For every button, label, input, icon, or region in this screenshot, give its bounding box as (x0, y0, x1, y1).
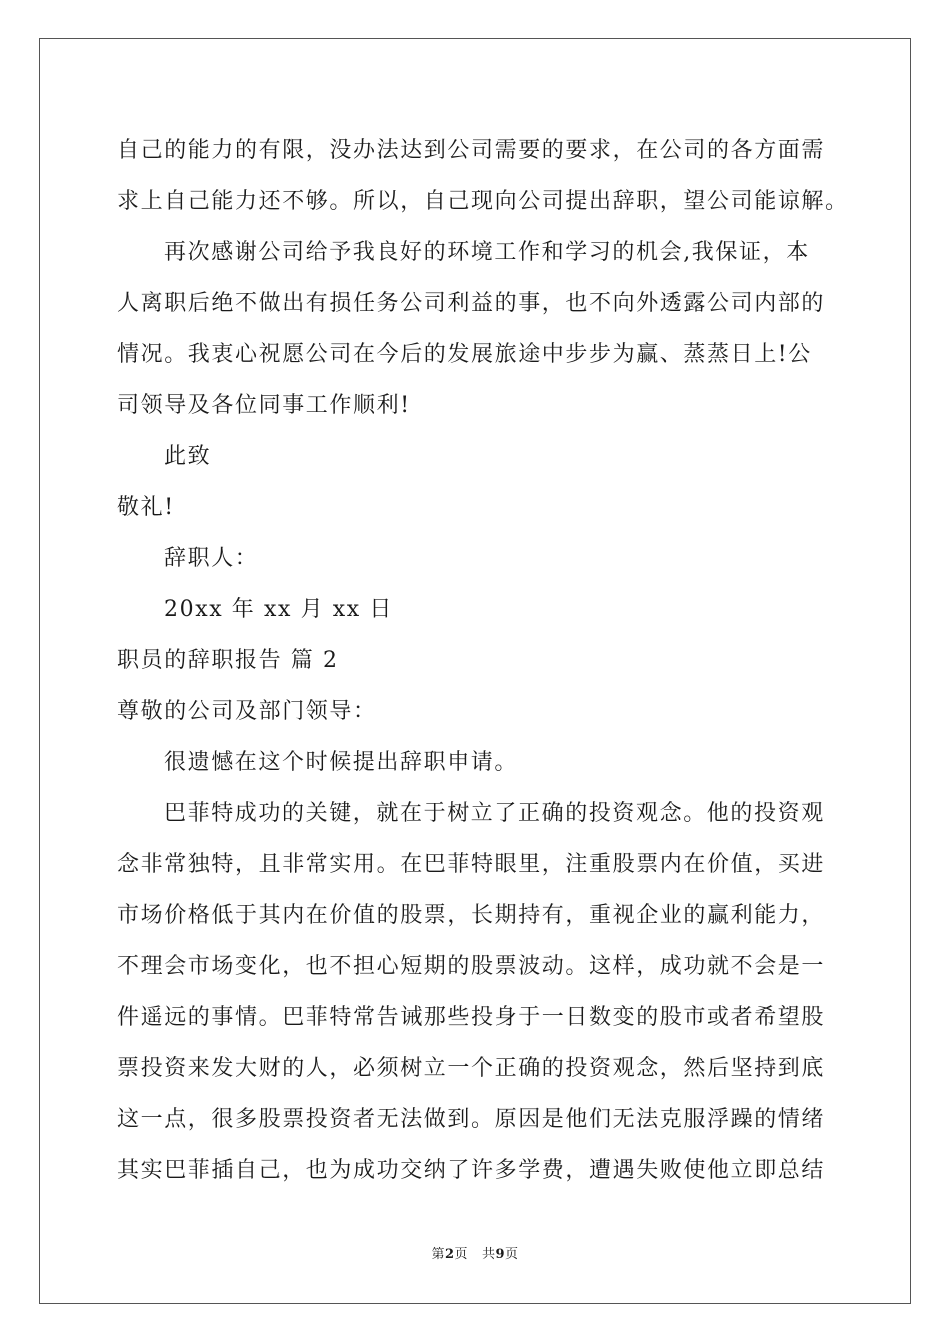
text-line-20: 这一点，很多股票投资者无法做到。原因是他们无法克服浮躁的情绪 (117, 1107, 826, 1132)
text-line-13: 很遗憾在这个时候提出辞职申请。 (164, 750, 519, 775)
page-suffix: 页 (454, 1247, 469, 1262)
page-prefix: 第 (431, 1247, 445, 1262)
text-line-2: 求上自己能力还不够。所以，自己现向公司提出辞职，望公司能谅解。 (117, 189, 849, 214)
salutation-regards: 敬礼! (117, 495, 175, 520)
signature-date: 20xx 年 xx 月 xx 日 (164, 597, 394, 622)
greeting: 尊敬的公司及部门领导： (117, 699, 377, 724)
text-line-1: 自己的能力的有限，没办法达到公司需要的要求，在公司的各方面需 (117, 138, 826, 163)
document-body (117, 125, 849, 1196)
page-footer (0, 1245, 950, 1265)
text-line-6: 司领导及各位同事工作顺利! (117, 393, 411, 418)
text-line-18: 件遥远的事情。巴菲特常告诫那些投身于一日数变的股市或者希望股 (117, 1005, 826, 1030)
section-heading: 职员的辞职报告 篇 2 (117, 648, 339, 673)
text-line-14: 巴菲特成功的关键，就在于树立了正确的投资观念。他的投资观 (164, 801, 825, 826)
total-prefix: 共 (481, 1247, 496, 1262)
text-line-15: 念非常独特，且非常实用。在巴菲特眼里，注重股票内在价值，买进 (117, 852, 826, 877)
total-pages: 9 (495, 1247, 506, 1262)
text-line-16: 市场价格低于其内在价值的股票，长期持有，重视企业的赢利能力， (117, 903, 826, 928)
text-line-21: 其实巴菲插自己，也为成功交纳了许多学费，遭遇失败使他立即总结 (117, 1158, 826, 1183)
total-suffix: 页 (505, 1247, 519, 1262)
salutation-closing: 此致 (164, 444, 212, 469)
signature-label: 辞职人： (164, 546, 259, 571)
text-line-3: 再次感谢公司给予我良好的环境工作和学习的机会,我保证，本 (164, 240, 810, 265)
text-line-4: 人离职后绝不做出有损任务公司利益的事，也不向外透露公司内部的 (117, 291, 826, 316)
text-line-19: 票投资来发大财的人，必须树立一个正确的投资观念，然后坚持到底 (117, 1056, 826, 1081)
text-line-5: 情况。我衷心祝愿公司在今后的发展旅途中步步为赢、蒸蒸日上!公 (117, 342, 812, 367)
page-number: 2 (444, 1247, 455, 1262)
text-line-17: 不理会市场变化，也不担心短期的股票波动。这样，成功就不会是一 (117, 954, 826, 979)
